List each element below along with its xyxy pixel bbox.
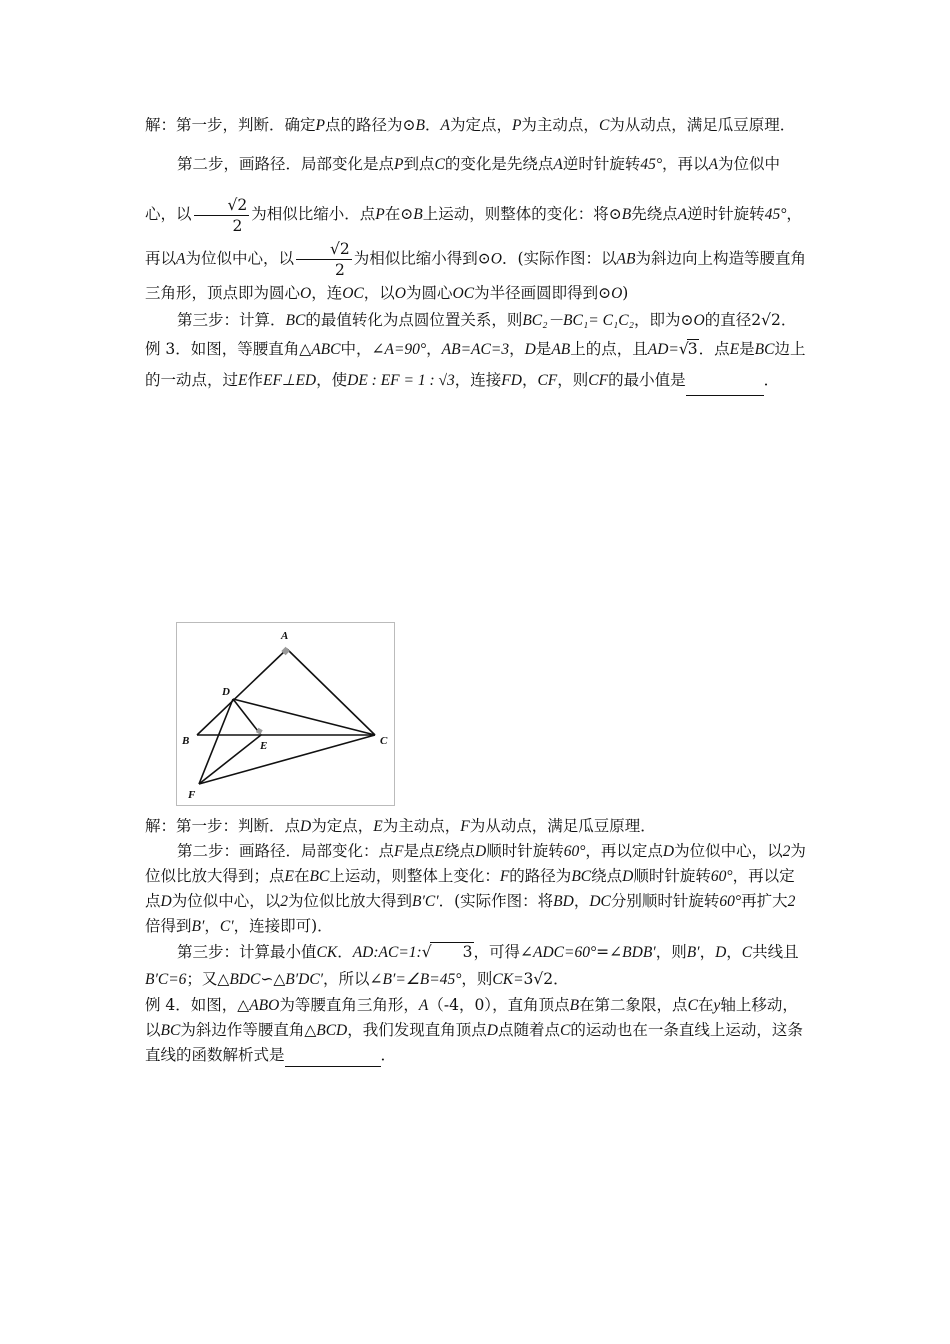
solution3-step2: 第二步：画路径．局部变化：点F是点E绕点D顺时针旋转60°，再以定点D为位似中心，以2为位似比放大得到；点E在BC上运动，则整体上变化：F的路径为BC绕点D顺时针旋转60°，再以定点D为位似中心，以2为位似比放大得到B′C′．(实际作图：将BD，DC分别顺时针旋转60°再扩大2倍得到B′，C′，连接即可)． xyxy=(145,842,806,935)
label-b: B xyxy=(182,735,190,747)
answer-blank[interactable] xyxy=(686,377,764,396)
edge-dc xyxy=(233,699,375,735)
answer-blank-ex4[interactable] xyxy=(285,1048,381,1067)
label-d: D xyxy=(222,686,230,698)
example-3: 例 3．如图，等腰直角△ABC中，∠A=90°，AB=AC=3，D是AB上的点，且AD=√3．点E是BC边上的一动点，过E作EF⊥ED，使DE : EF = 1 : √3，连接FD，CF，则CF的最小值是 ． xyxy=(145,334,810,396)
edge-fc xyxy=(199,735,375,784)
label-f: F xyxy=(188,789,196,801)
solution-step1: 解：第一步，判断．确定P点的路径为⊙B．A为定点，P为主动点，C为从动点，满足瓜豆原理． xyxy=(145,116,796,134)
solution-step3: 第三步：计算．BC的最值转化为点圆位置关系，则BC₂－BC₁= C₁C₂，即为⊙O的直径2√2． xyxy=(177,311,797,329)
fraction-sqrt2-over-2-second: $\frac{√2}{2}$ xyxy=(296,239,352,280)
label-c: C xyxy=(380,735,388,747)
edge-ab xyxy=(197,649,287,735)
example-4: 例 4．如图，△ABO为等腰直角三角形，A（-4，0），直角顶点B在第二象限，点C在y轴上移动，以BC为斜边作等腰直角△BCD，我们发现直角顶点D点随着点C的运动也在一条直线上运动，这条直线的函数解析式是 ． xyxy=(145,993,810,1067)
document-body xyxy=(145,112,810,396)
solution3-step3: 第三步：计算最小值CK．AD:AC=1:√ 3，可得∠ADC=60°=∠BDB′，则B′，D，C共线且B′C=6；又△BDC∽△B′DC′，所以∠B′=∠B=45°，则CK=3√2． xyxy=(145,943,799,988)
triangle-diagram xyxy=(177,623,394,805)
solution-step2: 第二步，画路径．局部变化是点P到点C的变化是先绕点A逆时针旋转45°，再以A为位似中心，以 $\frac{√2}{2}$ 为相似比缩小．点P在⊙B上运动，则整体的变化：将⊙B先绕点A逆时针旋转45°，再以A为位似中心，以 $\frac{√2}{2}$ 为相似比缩小得到⊙O．(实际作图：以AB为斜边向上构造等腰直角三角形，顶点即为圆心O，连OC，以O为圆心OC为半径画圆即得到⊙O) xyxy=(145,155,806,302)
label-a: A xyxy=(281,630,289,642)
fraction-sqrt2-over-2: $\frac{√2}{2}$ xyxy=(194,195,250,236)
edge-ac xyxy=(287,649,375,735)
geometry-figure xyxy=(176,622,395,806)
label-e: E xyxy=(260,740,268,752)
document-body-lower xyxy=(145,814,810,1067)
solution3-step1: 解：第一步：判断．点D为定点，E为主动点，F为从动点，满足瓜豆原理． xyxy=(145,817,656,835)
